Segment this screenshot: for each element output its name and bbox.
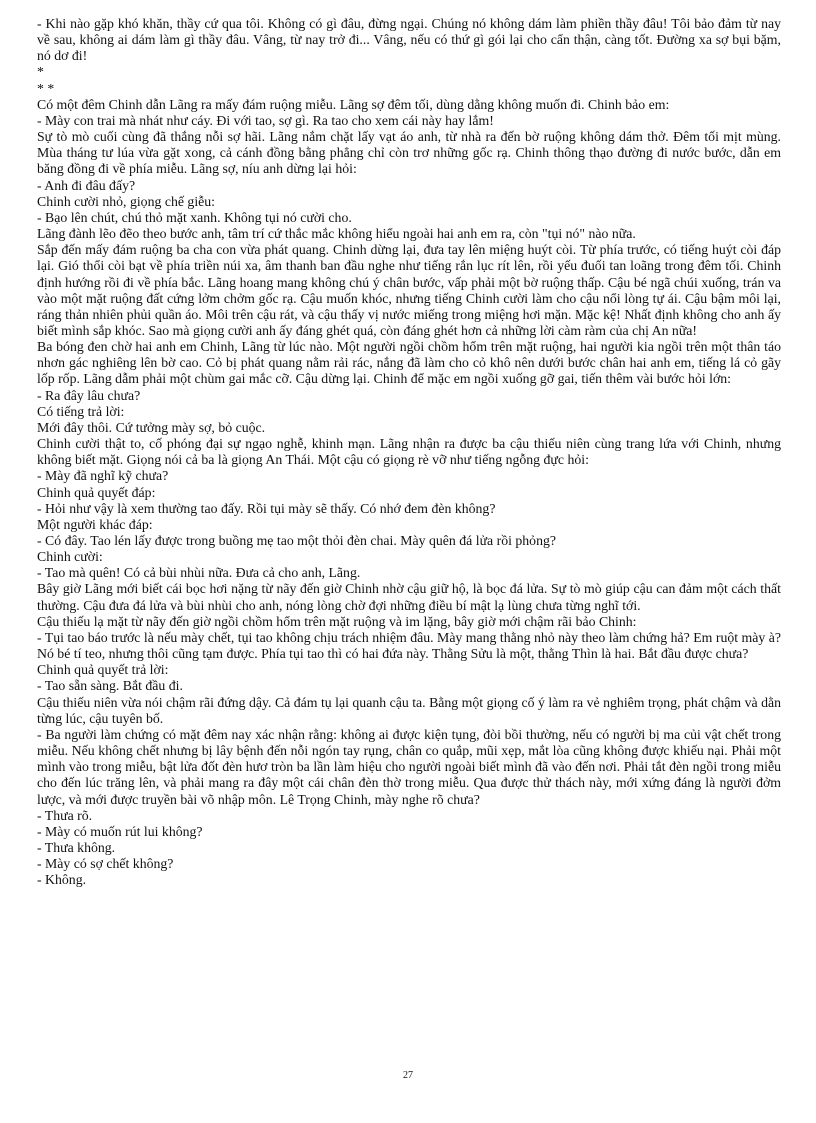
dialogue-line: - Mày đã nghĩ kỹ chưa? [37, 468, 169, 484]
dialogue-line: Mới đây thôi. Cứ tưởng mày sợ, bỏ cuộc. [37, 419, 266, 435]
paragraph: Có một đêm Chinh dẫn Lãng ra mấy đám ruộng miễu. Lãng sợ đêm tối, dùng dằng không muốn đi. Chinh bảo em: [37, 96, 670, 112]
paragraph: Chinh quả quyết đáp: [37, 484, 156, 500]
paragraph: Ba bóng đen chờ hai anh em Chinh, Lãng từ lúc nào. Một người ngồi chồm hổm trên mặt ruộng, hai người kia ngồi trên một thân táo nhơn gác nghiêng lên bờ cao. Cỏ bị phát quang nằm rải rác, nắng đã làm cho cỏ khô nên dưới bước chân hai anh em, tiếng lá cỏ gãy lốp rốp. Lãng dẫm phải một chùm gai mắc cỡ. Cậu dừng lại. Chinh để mặc em ngồi xuống gỡ gai, tiến thêm vài bước hỏi lớn: [37, 339, 781, 387]
dialogue-line: - Thưa rõ. [37, 807, 93, 823]
paragraph: Có tiếng trả lời: [37, 403, 125, 419]
dialogue-line: - Hỏi như vậy là xem thường tao đấy. Rồi tụi mày sẽ thấy. Có nhớ đem đèn không? [37, 500, 496, 516]
paragraph: Chinh cười nhỏ, giọng chế giễu: [37, 193, 216, 209]
dialogue-line: - Ba người làm chứng có mặt đêm nay xác nhận rằng: không ai được kiện tụng, đòi bồi thường, nếu có người bị ma củi vật chết trong miễu. Nếu không chết nhưng bị lây bệnh đến nỗi ngón tay rụng, chân co quắp, mũi xẹp, mắt lòa cũng không được khiếu nại. Phải một mình vào trong miễu, bật lửa đốt đèn hươ tròn ba lần làm hiệu cho người ngoài biết mình đã vào đến nơi. Phải tắt đèn ngồi trong miễu cho đến lúc trăng lên, và phải mang ra đây một cái chân đèn thờ trong miễu. Qua được thử thách này, mới xứng đáng là người đởm lược, và mới được truyền bài võ nhập môn. Lê Trọng Chinh, mày nghe rõ chưa? [37, 726, 781, 807]
paragraph: Sự tò mò cuối cùng đã thắng nỗi sợ hãi. Lãng nắm chặt lấy vạt áo anh, từ nhà ra đến bờ ruộng không dám thở. Đêm tối mịt mùng. Mùa tháng tư lúa vừa gặt xong, cả cánh đồng bằng phẳng chỉ còn trơ những gốc rạ. Chinh thông thạo đường đi nước bước, dẫn em băng đồng đi về phía miễu. Lãng sợ, níu anh dừng lại hỏi: [37, 129, 781, 177]
section-break-marker: * [37, 64, 44, 80]
page-number: 27 [403, 1070, 413, 1081]
dialogue-line: - Không. [37, 872, 87, 888]
dialogue-line: - Mày có muốn rút lui không? [37, 823, 203, 839]
dialogue-line: - Thưa không. [37, 839, 116, 855]
dialogue-line: - Anh đi đâu đấy? [37, 177, 136, 193]
paragraph: Chinh cười: [37, 549, 103, 565]
dialogue-line: - Mày có sợ chết không? [37, 856, 174, 872]
paragraph: Lãng đành lẽo đẽo theo bước anh, tâm trí cứ thắc mắc không hiểu ngoài hai anh em ra, còn "tụi nó" nào nữa. [37, 226, 636, 242]
dialogue-line: - Bạo lên chút, chú thỏ mặt xanh. Không tụi nó cười cho. [37, 209, 352, 225]
paragraph: Chinh quả quyết trả lời: [37, 662, 169, 678]
dialogue-line: - Mày con trai mà nhát như cáy. Đi với tao, sợ gì. Ra tao cho xem cái này hay lắm! [37, 112, 494, 128]
dialogue-line: - Ra đây lâu chưa? [37, 387, 141, 403]
paragraph: - Khi nào gặp khó khăn, thầy cứ qua tôi. Không có gì đâu, đừng ngại. Chúng nó không dám làm phiền thầy đâu! Tôi bảo đảm từ nay về sau, không ai dám làm gì thầy đâu. Vâng, từ nay trở đi... Vâng, nếu có thứ gì gói lại cho cẩn thận, càng tốt. Đường xa sợ bụi bặm, nó dơ đi! [37, 16, 781, 64]
section-break-marker: * * [37, 80, 55, 96]
dialogue-line: - Tụi tao báo trước là nếu mày chết, tụi tao không chịu trách nhiệm đâu. Mày mang thằng nhỏ này theo làm chứng hả? Em ruột mày à? Nó bé tí teo, nhưng thôi cũng tạm được. Phía tụi tao thì có hai đứa này. Thằng Sửu là một, thằng Thìn là hai. Bắt đầu được chưa? [37, 629, 781, 662]
paragraph: Cậu thiếu lạ mặt từ nãy đến giờ ngồi chồm hổm trên mặt ruộng và im lặng, bây giờ mới chậm rãi bảo Chinh: [37, 613, 637, 629]
paragraph: Một người khác đáp: [37, 516, 153, 532]
paragraph: Sắp đến mấy đám ruộng ba cha con vừa phát quang. Chinh dừng lại, đưa tay lên miệng huýt còi. Từ phía trước, có tiếng huýt còi đáp lại. Gió thổi còi bạt về phía triền núi xa, âm thanh ban đầu nghe như tiếng rắn lục rít lên, rồi yếu đuối tan loãng trong đêm tối. Chinh định hướng rồi đi về phía bắc. Lãng hoang mang không chú ý chân bước, vấp phải một bờ ruộng thấp. Cậu bé ngã chúi xuống, trán va vào một mặt ruộng đất cứng lởm chởm gốc rạ. Cậu muốn khóc, nhưng tiếng Chinh cười làm cho cậu nổi lòng tự ái. Cậu bậm môi lại, ráng thản nhiên phủi quần áo. Môi trên cậu rát, và cậu thấy vị nước miếng trong miệng hơi mặn. Mặc kệ! Nhất định không cho anh ấy biết mình sắp khóc. Sao mà giọng cười anh ấy đáng ghét quá, còn đáng ghét hơn cả những lời càm ràm của chị An nữa! [37, 242, 781, 338]
paragraph: Chinh cười thật to, cố phóng đại sự ngạo nghễ, khinh mạn. Lãng nhận ra được ba cậu thiếu niên cùng trang lứa với Chinh, nhưng không biết mặt. Giọng nói cả ba là giọng An Thái. Một cậu có giọng rè vỡ như tiếng ngỗng đực hỏi: [37, 436, 781, 468]
page-body [37, 16, 781, 888]
paragraph: Cậu thiếu niên vừa nói chậm rãi đứng dậy. Cả đám tụ lại quanh cậu ta. Bằng một giọng cố ý làm ra vẻ nghiêm trọng, phát chậm và dằn từng lúc, cậu tuyên bố. [37, 694, 781, 726]
dialogue-line: - Tao sẵn sàng. Bắt đầu đi. [37, 678, 183, 694]
dialogue-line: - Có đây. Tao lén lấy được trong buồng mẹ tao một thỏi đèn chai. Mày quên đá lửa rồi phỏng? [37, 533, 557, 548]
dialogue-line: - Tao mà quên! Có cả bùi nhùi nữa. Đưa cả cho anh, Lãng. [37, 565, 361, 581]
paragraph: Bây giờ Lãng mới biết cái bọc hơi nặng từ nãy đến giờ Chinh nhờ cậu giữ hộ, là bọc đá lửa. Sự tò mò giúp cậu can đảm một cách thất thường. Cậu đưa đá lửa và bùi nhùi cho anh, nóng lòng chờ đợi những điều bí mật lạ lùng chưa từng nghĩ tới. [37, 581, 781, 613]
